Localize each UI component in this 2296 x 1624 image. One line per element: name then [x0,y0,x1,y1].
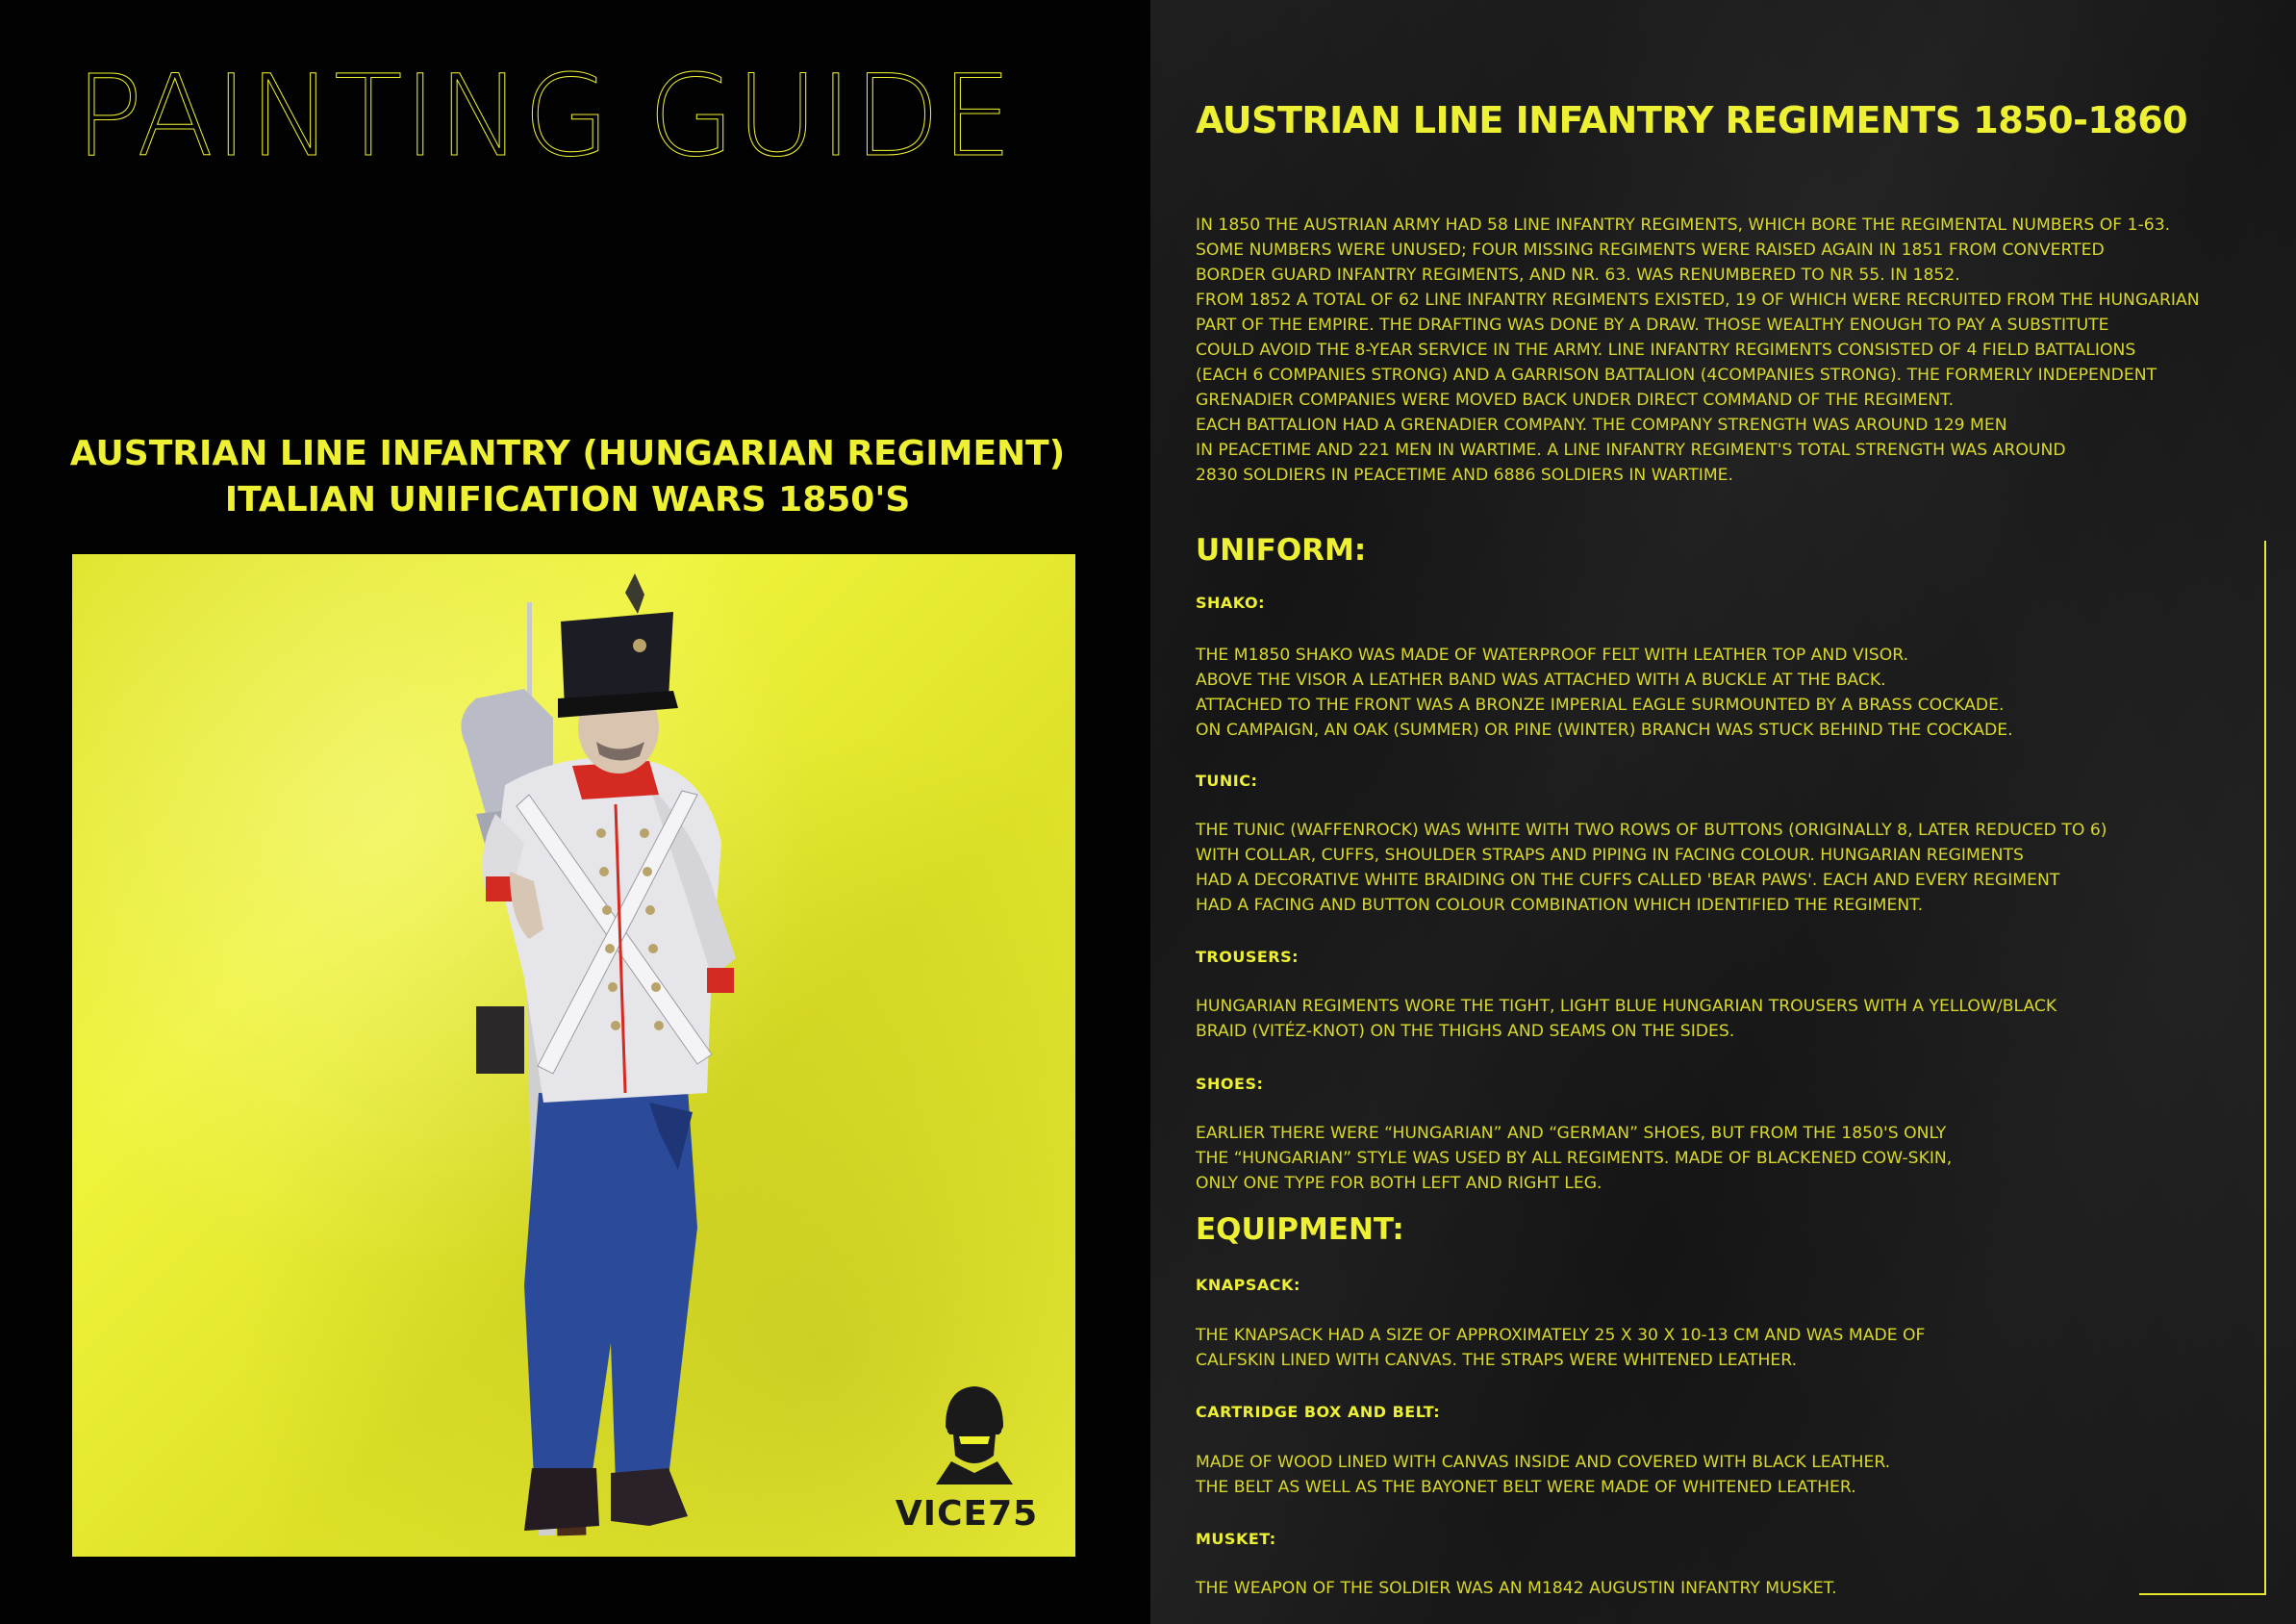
shako-text [1196,643,2263,743]
trousers-illustration [524,1088,697,1483]
soldier-poster [72,554,1075,1557]
uniform-heading: UNIFORM: [1196,533,1367,568]
brand-name: VICE75 [895,1494,1039,1534]
side-rule-divider [2264,541,2266,1595]
knapsack-text [1196,1323,2263,1373]
shako-line: ON CAMPAIGN, AN OAK (SUMMER) OR PINE (WINTER) BRANCH WAS STUCK BEHIND THE COCKADE. [1196,721,2013,740]
bottom-rule-divider [2139,1593,2266,1595]
intro-line: EACH BATTALION HAD A GRENADIER COMPANY. THE COMPANY STRENGTH WAS AROUND 129 MEN [1196,416,2007,435]
tunic-text [1196,818,2263,918]
tunic-label: TUNIC: [1196,772,1258,790]
intro-line: IN 1850 THE AUSTRIAN ARMY HAD 58 LINE INFANTRY REGIMENTS, WHICH BORE THE REGIMENTAL NUMBERS OF 1-63. [1196,216,2171,235]
figure-heading [58,431,1077,523]
cartridge-box-illustration [476,1006,524,1074]
figure-heading-line-1: AUSTRIAN LINE INFANTRY (HUNGARIAN REGIMENT) [69,434,1066,473]
shoes-line: EARLIER THERE WERE “HUNGARIAN” AND “GERMAN” SHOES, BUT FROM THE 1850'S ONLY [1196,1124,1947,1143]
intro-line: IN PEACETIME AND 221 MEN IN WARTIME. A LINE INFANTRY REGIMENT'S TOTAL STRENGTH WAS AROUND [1196,441,2066,460]
boots-illustration [524,1468,688,1531]
equipment-heading: EQUIPMENT: [1196,1212,1404,1247]
shoes-label: SHOES: [1196,1075,1264,1093]
knapsack-line: THE KNAPSACK HAD A SIZE OF APPROXIMATELY 25 X 30 X 10-13 CM AND WAS MADE OF [1196,1326,1926,1345]
intro-line: PART OF THE EMPIRE. THE DRAFTING WAS DONE BY A DRAW. THOSE WEALTHY ENOUGH TO PAY A SUBSTITUTE [1196,316,2109,335]
cartridge-text [1196,1450,2263,1500]
intro-line: BORDER GUARD INFANTRY REGIMENTS, AND NR. 63. WAS RENUMBERED TO NR 55. IN 1852. [1196,266,1960,285]
tunic-line: WITH COLLAR, CUFFS, SHOULDER STRAPS AND PIPING IN FACING COLOUR. HUNGARIAN REGIMENTS [1196,846,2024,865]
intro-line: 2830 SOLDIERS IN PEACETIME AND 6886 SOLDIERS IN WARTIME. [1196,466,1733,485]
trousers-line: HUNGARIAN REGIMENTS WORE THE TIGHT, LIGHT BLUE HUNGARIAN TROUSERS WITH A YELLOW/BLACK [1196,997,2057,1016]
shako-line: THE M1850 SHAKO WAS MADE OF WATERPROOF FELT WITH LEATHER TOP AND VISOR. [1196,646,1909,665]
shoes-line: THE “HUNGARIAN” STYLE WAS USED BY ALL REGIMENTS. MADE OF BLACKENED COW-SKIN, [1196,1149,1953,1168]
cartridge-label: CARTRIDGE BOX AND BELT: [1196,1403,1441,1421]
trousers-line: BRAID (VITÉZ-KNOT) ON THE THIGHS AND SEAMS ON THE SIDES. [1196,1022,1735,1041]
tunic-line: HAD A FACING AND BUTTON COLOUR COMBINATION WHICH IDENTIFIED THE REGIMENT. [1196,896,1924,915]
intro-line: GRENADIER COMPANIES WERE MOVED BACK UNDER DIRECT COMMAND OF THE REGIMENT. [1196,391,1955,410]
intro-line: FROM 1852 A TOTAL OF 62 LINE INFANTRY REGIMENTS EXISTED, 19 OF WHICH WERE RECRUITED FROM THE HUNGARIAN [1196,291,2200,310]
intro-line: (EACH 6 COMPANIES STRONG) AND A GARRISON BATTALION (4COMPANIES STRONG). THE FORMERLY INDEPENDENT [1196,366,2157,385]
vice75-logo-icon [926,1377,1022,1484]
intro-line: SOME NUMBERS WERE UNUSED; FOUR MISSING REGIMENTS WERE RAISED AGAIN IN 1851 FROM CONVERTED [1196,241,2105,260]
cartridge-line: MADE OF WOOD LINED WITH CANVAS INSIDE AND COVERED WITH BLACK LEATHER. [1196,1453,1891,1472]
shako-illustration [558,573,678,718]
article-title: AUSTRIAN LINE INFANTRY REGIMENTS 1850-1860 [1196,99,2188,141]
trousers-text [1196,994,2263,1044]
knapsack-line: CALFSKIN LINED WITH CANVAS. THE STRAPS WERE WHITENED LEATHER. [1196,1351,1798,1370]
figure-heading-line-2: ITALIAN UNIFICATION WARS 1850'S [224,480,911,520]
tunic-line: HAD A DECORATIVE WHITE BRAIDING ON THE CUFFS CALLED 'BEAR PAWS'. EACH AND EVERY REGIMENT [1196,871,2060,890]
musket-line: THE WEAPON OF THE SOLDIER WAS AN M1842 AUGUSTIN INFANTRY MUSKET. [1196,1579,1837,1598]
shako-line: ABOVE THE VISOR A LEATHER BAND WAS ATTACHED WITH A BUCKLE AT THE BACK. [1196,671,1886,690]
guide-title: PAINTING GUIDE [75,50,1014,182]
shako-label: SHAKO: [1196,594,1265,612]
trousers-label: TROUSERS: [1196,948,1299,966]
musket-label: MUSKET: [1196,1530,1276,1548]
cartridge-line: THE BELT AS WELL AS THE BAYONET BELT WERE MADE OF WHITENED LEATHER. [1196,1478,1856,1497]
soldier-illustration [72,554,1075,1557]
tunic-line: THE TUNIC (WAFFENROCK) WAS WHITE WITH TWO ROWS OF BUTTONS (ORIGINALLY 8, LATER REDUCED TO 6) [1196,821,2107,840]
shoes-line: ONLY ONE TYPE FOR BOTH LEFT AND RIGHT LEG. [1196,1174,1602,1193]
shako-line: ATTACHED TO THE FRONT WAS A BRONZE IMPERIAL EAGLE SURMOUNTED BY A BRASS COCKADE. [1196,696,2005,715]
intro-line: COULD AVOID THE 8-YEAR SERVICE IN THE ARMY. LINE INFANTRY REGIMENTS CONSISTED OF 4 FIELD BATTALIONS [1196,341,2136,360]
shoes-text [1196,1121,2263,1196]
musket-text [1196,1576,2263,1601]
intro-paragraph [1196,213,2273,488]
knapsack-label: KNAPSACK: [1196,1276,1300,1294]
